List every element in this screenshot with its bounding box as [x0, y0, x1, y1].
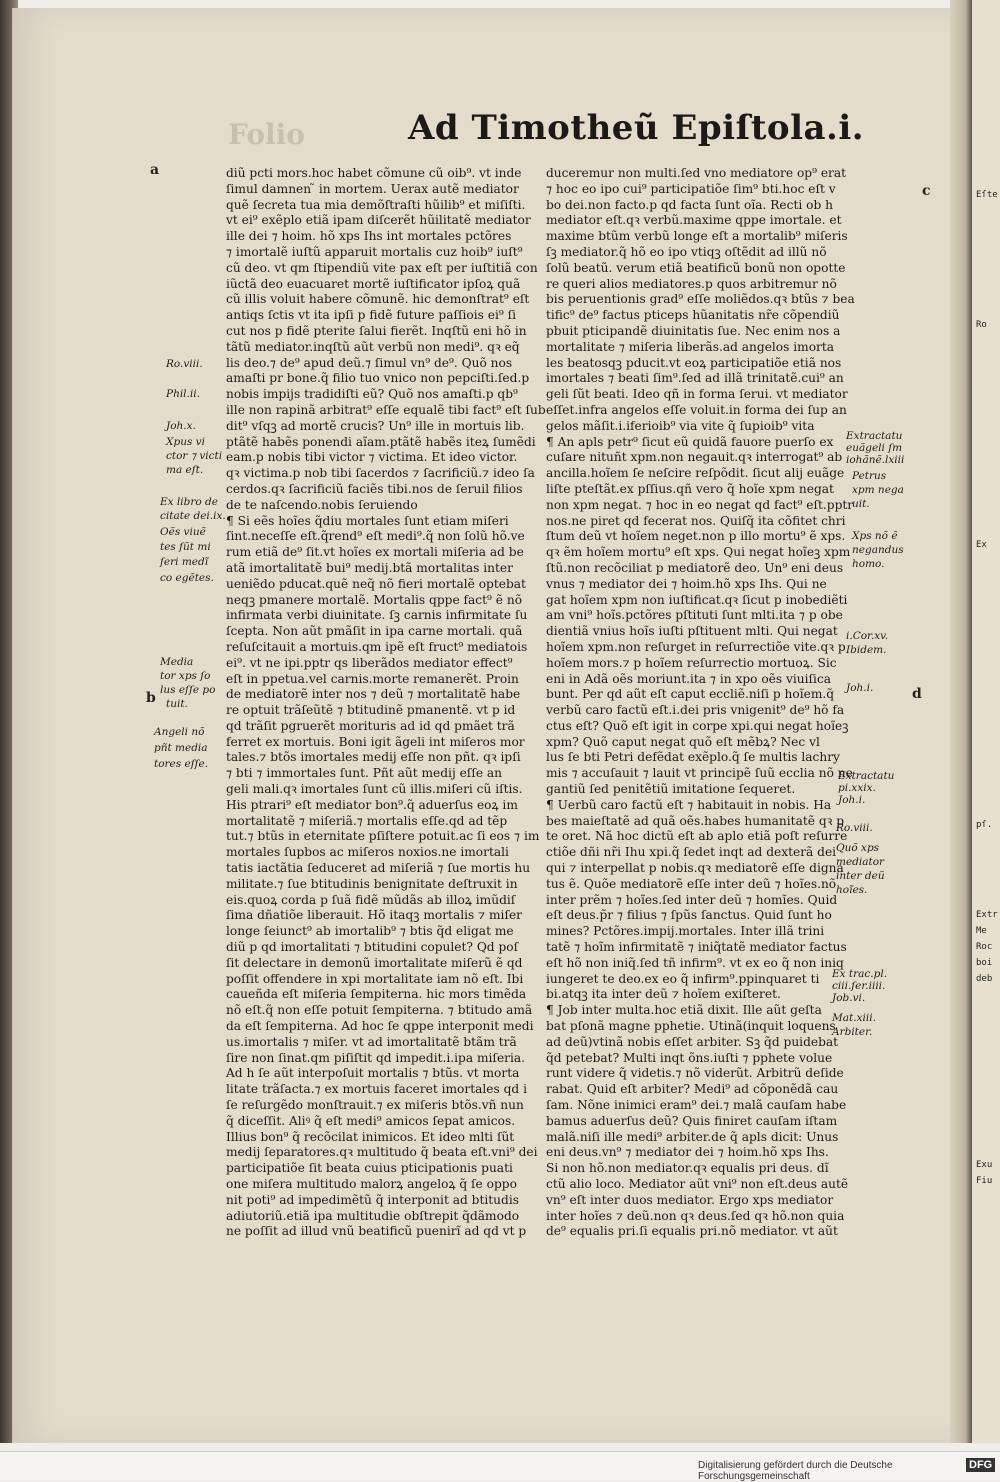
- text-line: nõ eſt.q̃ non eſſe potuit ſempiterna. ⁊ btitudo amã: [226, 1003, 533, 1018]
- text-line: atã imortalitatẽ bui⁹ medij.btã mortalitas inter: [226, 560, 513, 575]
- text-line: les beatosqꝫ pducit.vt eoꝝ participatiõe etiã nos: [546, 355, 842, 370]
- text-line: hoĩem xpm.non reſurget in reſurrectiõe vite.qꝛ p: [546, 639, 846, 654]
- text-line: bi.atqꝫ ita inter deũ ⁊ hoĩem exiſteret.: [546, 987, 781, 1002]
- text-line: Illius bon⁹ q̃ recõcilat inimicos. Et ideo mlti ſũt: [226, 1129, 515, 1144]
- margin-note-left: tor xps ſo: [160, 670, 211, 682]
- margin-note-left: Angeli nõ: [154, 726, 205, 738]
- page-gutter-shadow: [950, 0, 972, 1443]
- text-line: dientiã vnius hoĩs iuſti pſtituent mlti. Qui negat: [546, 624, 838, 639]
- margin-note-left: tores eſſe.: [154, 758, 209, 770]
- text-line: Ad h ſe aũt interpoſuit mortalis ⁊ btũs. vt morta: [226, 1066, 520, 1081]
- text-line: longe ſeiunct⁹ ab imortalib⁹ ⁊ btis q̃d eligat me: [226, 924, 514, 939]
- margin-note-left: tes ſũt mi: [160, 541, 211, 553]
- margin-note-right: Joh.i.: [838, 794, 866, 806]
- text-line: mortales ſupbos ac miſeros noxios.ne imortali: [226, 845, 509, 860]
- text-line: re queri alios mediatores.p quos arbitremur nõ: [546, 276, 837, 291]
- text-line: ptãtẽ habẽs ponendi aĩam.ptãtẽ habẽs iteꝝ ſumẽdi: [226, 434, 536, 449]
- text-line: pbuit pticipandẽ diuinitatis ſue. Nec enim nos a: [546, 323, 841, 338]
- margin-letter-d: d: [912, 686, 922, 702]
- facing-page-fragment: Me: [976, 926, 987, 936]
- footer-bar: [0, 1451, 1000, 1480]
- text-line: tatis iactãtia ſeduceret ad miſeriã ⁊ ſue mortis hu: [226, 861, 531, 876]
- text-line: gat hoĩem xpm non iuſtificat.qꝛ ſicut p inobediẽti: [546, 592, 848, 607]
- text-line: ſint.neceſſe eſt.q̃rend⁹ eſt medi⁹.q̃ non ſolũ hõ.ve: [226, 529, 525, 544]
- margin-note-right: homo.: [852, 558, 885, 570]
- margin-note-right: Petrus: [852, 470, 887, 482]
- margin-letter-c: c: [922, 183, 931, 199]
- margin-note-right: Quõ xps: [836, 842, 880, 854]
- text-line: ⁊ bti ⁊ immortales ſunt. Pñt aũt medij eſſe an: [226, 766, 503, 781]
- text-line: ctũ alio loco. Mediator aũt vni⁹ non eſt.deus autẽ: [546, 1177, 849, 1191]
- text-line: ille non rapinã arbitrat⁹ eſſe equalẽ tibi fact⁹ eſt ſub: [226, 402, 546, 417]
- text-line: infirmata verbi diuinitate. ſꝫ carnis infirmitate ſu: [226, 608, 528, 623]
- text-line: tãtũ mediator.inqſtũ aũt verbũ non medi⁹. qꝛ eq̃: [226, 339, 520, 354]
- dfg-logo: DFG: [966, 1458, 995, 1472]
- text-line: inter hoĩes ⁊ deũ.non qꝛ deus.ſed qꝛ hõ.non quia: [546, 1208, 845, 1223]
- text-line: de mediatorẽ inter nos ⁊ deũ ⁊ mortalitatẽ habe: [226, 687, 521, 702]
- margin-note-right: negandus: [852, 544, 904, 556]
- margin-note-left: Media: [160, 656, 194, 668]
- text-line: bat pſonã magne pphetie. Utinã(inquit loquens: [546, 1019, 836, 1034]
- margin-note-right: Mat.xiii.: [832, 1012, 876, 1024]
- text-line: ¶ Uerbũ caro factũ eſt ⁊ habitauit in nobis. Ha: [546, 797, 832, 812]
- text-line: duceremur non multi.ſed vno mediatore op⁹ erat: [546, 166, 847, 180]
- margin-note-right: Joh.i.: [846, 682, 874, 694]
- margin-note-left: citate dei.ix.: [160, 510, 226, 522]
- text-line: eſt hõ non iniq̃.ſed tñ infirm⁹. vt ex eo q̃ non iniq: [546, 955, 844, 970]
- text-line: ¶ Si eẽs hoĩes q̃diu mortales ſunt etiam miſeri: [226, 513, 509, 528]
- text-line: am vni⁹ hoĩs.pctõres pſtituti ſunt mlti.ita ⁊ p obe: [546, 608, 843, 623]
- text-line: ctus eſt? Quõ eſt igit in corpe xpi.qui negat hoĩeꝫ: [546, 718, 849, 733]
- text-line: qui ⁊ interpellat p nobis.qꝛ mediatorẽ eſſe digna: [546, 861, 844, 876]
- text-line: inter prẽm ⁊ hoĩes.ſed inter deũ ⁊ homĩes. Quid: [546, 892, 838, 907]
- text-line: iũctã deo euacuaret mortẽ iuſtificator ipſoꝝ quã: [226, 276, 521, 291]
- text-line: mis ⁊ accuſauit ⁊ lauit vt principẽ ſuũ ecclia nõ ne: [546, 766, 853, 781]
- text-line: runt videre q̃ videtis.⁊ nõ viderũt. Arbitrũ deſide: [546, 1066, 844, 1081]
- margin-note-left: Ex libro de: [160, 496, 218, 508]
- margin-note-right: mediator: [836, 856, 885, 868]
- text-line: liſte pteſtãt.ex pſſius.qñ vero q̃ hoĩe xpm negat: [546, 481, 834, 496]
- facing-page-fragment: pſ.: [976, 820, 993, 830]
- margin-note-right: ciii.ſer.iiii.: [832, 980, 886, 992]
- text-line: qꝛ ẽm hoĩem mortu⁹ eſt xps. Qui negat hoĩeꝫ xpm: [546, 545, 851, 560]
- text-line: vn⁹ eſt inter duos mediator. Ergo xps mediator: [546, 1192, 834, 1207]
- facing-page-edge: [972, 0, 1000, 1443]
- margin-note-right: euãgeli ſm: [846, 442, 903, 454]
- margin-note-right: uit.: [852, 498, 870, 510]
- margin-note-left: Oẽs viuẽ: [160, 526, 206, 538]
- text-line: antiqs ſctis vt ita ipſi p fidẽ future paſſiois ei⁹ ſi: [226, 308, 517, 323]
- text-line: ei⁹. vt ne ipi.pptr qs liberãdos mediator effect⁹: [226, 655, 513, 670]
- page-title: Ad Timotheũ Epiſtola.i.: [408, 108, 865, 148]
- text-line: militate.⁊ ſue btitudinis benignitate deſtruxit in: [226, 876, 518, 891]
- margin-note-left: Xpus vi: [166, 436, 205, 448]
- text-line: q̃d petebat? Multi inqt õns.iuſti ⁊ pphete volue: [546, 1050, 833, 1065]
- text-line: bunt. Per qd aũt eſt caput eccliẽ.niſi p hoĩem.q̃: [546, 687, 835, 702]
- text-line: iungeret te deo.ex eo q̃ infirm⁹.ppinquaret ti: [546, 971, 820, 986]
- text-line: ⁊ hoc eo ipo cui⁹ participatiõe ſim⁹ bti.hoc eſt v: [546, 181, 836, 196]
- text-line: ferret ex mortuis. Boni igit ãgeli int miſeros mor: [226, 734, 525, 749]
- text-line: ſolũ beatũ. verum etiã beatificũ bonũ non opotte: [546, 260, 846, 275]
- text-line: mines? Pctõres.impij.mortales. Inter illã trini: [546, 924, 825, 939]
- text-line: ancilla.hoĩem ſe neſcire reſpõdit. ſicut alij euãge: [546, 466, 845, 481]
- text-line: caueñda eſt miſeria ſempiterna. hic mors timẽda: [226, 987, 527, 1002]
- text-line: ctiõe dñi nr̃i Ihu xpi.q̃ ſedet inqt ad dexterã dei: [546, 845, 837, 860]
- text-line: verbũ caro factũ eſt.i.dei pris vnigenit⁹ de⁹ hõ fa: [546, 703, 845, 718]
- text-line: eſſet.infra angelos eſſe voluit.in forma dei ſup an: [546, 402, 847, 417]
- text-line: vnus ⁊ mediator dei ⁊ hoim.hõ xps Ihs. Qui ne: [546, 576, 827, 591]
- facing-page-fragment: Ex: [976, 540, 987, 550]
- facing-page-fragment: Ro: [976, 320, 987, 330]
- text-line: Si non hõ.non mediator.qꝛ equalis pri deus. dĩ: [546, 1161, 829, 1176]
- text-line: rabat. Quid eſt arbiter? Medi⁹ ad cõponẽdã cau: [546, 1082, 839, 1097]
- facing-page-fragment: Eſte: [976, 190, 998, 200]
- text-line: non xpm negat. ⁊ hoc in eo negat qd fact⁹ eſt.pptr: [546, 497, 854, 512]
- text-line: cerdos.qꝛ ſacrificiũ faciẽs tibi.nos de ſeruil filios: [226, 481, 523, 496]
- text-line: tut.⁊ btũs in eternitate pſiſtere potuit.ac ſi eos ⁊ im: [226, 829, 540, 844]
- text-line: ſtum deũ vt hoĩem neget.non p illo mortu⁹ ẽ xps.: [546, 529, 846, 544]
- text-line: qꝛ victima.p nob tibi ſacerdos ⁊ ſacrificiũ.⁊ ideo ſa: [226, 466, 535, 481]
- margin-note-right: Ro.viii.: [836, 822, 873, 834]
- text-line: tatẽ ⁊ hoĩm infirmitatẽ ⁊ iniq̃tatẽ mediator factus: [546, 940, 847, 955]
- text-line: eis.quoꝝ corda p ſuã fidẽ mũdãs ab illoꝝ imũdiſ: [226, 892, 516, 907]
- text-line: adiutoriũ.etiã ipa multitudie obſtrepit q̃dãmodo: [226, 1208, 520, 1223]
- text-line: ſe reſurgẽdo monſtrauit.⁊ ex miſeris btõs.vñ nun: [226, 1098, 524, 1113]
- text-line: mediator eſt.qꝛ verbũ.maxime qppe imortale. et: [546, 213, 842, 228]
- text-line: His ptrari⁹ eſt mediator bon⁹.q̃ aduerſus eoꝝ im: [226, 797, 518, 812]
- margin-note-right: xpm nega: [852, 484, 904, 496]
- text-line: bamus aduerſus deũ? Quis finiret cauſam iſtam: [546, 1113, 838, 1128]
- text-line: ad deũ)vtinã nobis eſſet arbiter. Sꝫ q̃d puidebat: [546, 1034, 839, 1049]
- margin-note-right: Xps nõ ẽ: [852, 530, 898, 542]
- margin-note-right: Extractatu: [838, 770, 895, 782]
- text-line: de⁹ equalis pri.ſi equalis pri.nõ mediator. vt aũt: [546, 1224, 838, 1239]
- text-line: rum etiã de⁹ ſit.vt hoĩes ex mortali miſeria ad be: [226, 545, 524, 560]
- text-line: re optuit trãſeũtẽ ⁊ btitudinẽ pmanentẽ. vt p id: [226, 703, 516, 718]
- text-line: one miſera multitudo malorꝝ angeloꝝ q̃ ſe oppo: [226, 1177, 517, 1191]
- margin-note-left: ma eſt.: [166, 464, 204, 476]
- text-line: ⁊ imortalẽ iuſtũ apparuit mortalis cuz hoib⁹ iuſt⁹: [226, 244, 523, 259]
- margin-note-left: co egẽtes.: [160, 572, 214, 584]
- margin-note-right: Extractatu: [846, 430, 903, 442]
- text-line: imortales ⁊ beati ſim⁹.ſed ad illã trinitatẽ.cui⁹ an: [546, 371, 844, 386]
- text-line: tales.⁊ btõs imortales medij eſſe non pñt. qꝛ ipſi: [226, 750, 521, 765]
- text-line: amaſti pr bone.q̃ filio tuo vnico non pepciſti.ſed.p: [226, 371, 530, 386]
- text-line: bo dei.non facto.p qd facta ſunt oĩa. Recti ob h: [546, 197, 833, 212]
- facing-page-fragment: Roc: [976, 942, 993, 952]
- text-line: hoĩem mors.⁊ p hoĩem reſurrectio mortuoꝝ. Sic: [546, 655, 837, 670]
- facing-page-fragment: Fiu: [976, 1176, 993, 1186]
- text-line: tific⁹ de⁹ factus pticeps hũanitatis nr̃e cõpendiũ: [546, 308, 840, 323]
- text-line: cũ illis voluit habere cõmunẽ. hic demonſtrat⁹ eſt: [226, 292, 530, 307]
- text-line: ille dei ⁊ hoim. hõ xps Ihs int mortales pctõres: [226, 229, 512, 244]
- margin-note-left: Ro.viii.: [166, 358, 203, 370]
- text-line: eam.p nobis tibi victor ⁊ victima. Et ideo victor.: [226, 450, 518, 465]
- facing-page-fragment: deb: [976, 974, 993, 984]
- text-line: gantiũ ſed penitẽtiũ imitatione ſequeret.: [546, 782, 796, 797]
- facing-page-fragment: Exu: [976, 1160, 993, 1170]
- text-line: lis deo.⁊ de⁹ apud deũ.⁊ ſimul vn⁹ de⁹. Quõ nos: [226, 355, 513, 370]
- text-line: us.imortalis ⁊ miſer. vt ad imortalitatẽ btãm trã: [226, 1034, 517, 1049]
- text-line: ſcepta. Non aũt pmãſit in ipa carne mortali. quã: [226, 624, 523, 639]
- text-line: ¶ An apls petr⁹ ſicut eũ quidã fauore puerſo ex: [546, 434, 834, 449]
- text-line: ſtũ.non recõciliat p mediatorẽ deo. Un⁹ eni deus: [546, 560, 844, 575]
- facing-page-fragment: Extr: [976, 910, 998, 920]
- margin-letter-b: b: [146, 690, 156, 706]
- margin-note-right: Job.vi.: [832, 992, 866, 1004]
- text-line: de te naſcendo.nobis ſeruiendo: [226, 497, 418, 512]
- text-line: lus ſe bti Petri defẽdat exẽplo.q̃ ſe multis lachry: [546, 750, 840, 765]
- text-line: nit poti⁹ ad impedimẽtũ q̃ interponit ad btitudis: [226, 1192, 519, 1207]
- margin-note-left: Joh.x.: [166, 420, 196, 432]
- text-line: tus ẽ. Quõe mediatorẽ eſſe inter deũ ⁊ hoĩes.nõ: [546, 876, 837, 891]
- text-line: ſit delectare in demonũ imortalitate miſerũ ẽ qd: [226, 955, 523, 970]
- margin-note-right: Ibidem.: [846, 644, 887, 656]
- text-line: xpm? Quõ caput negat quõ eſt mẽbꝝ? Nec vl: [546, 734, 820, 749]
- text-line: nobis impijs tradidiſti eũ? Quõ nos amaſti.p qb⁹: [226, 387, 518, 402]
- text-line: cut nos p fidẽ pterite ſalui fierẽt. Inqſtũ eni hõ in: [226, 323, 527, 338]
- text-line: cuſare nituñt xpm.non negauit.qꝛ interrogat⁹ ab: [546, 450, 843, 465]
- text-line: bis peruentionis grad⁹ eſſe moliẽdos.qꝛ btũs ⁊ bea: [546, 292, 855, 307]
- text-line: vt ei⁹ exẽplo etiã ipam diſcerẽt hũilitatẽ mediator: [226, 213, 531, 228]
- funding-credit: Digitalisierung gefördert durch die Deutsche Forschungsgemeinschaft: [698, 1460, 893, 1482]
- text-line: ſire non ſinat.qm piſiſtit qd impedit.i.ipa miſeria.: [226, 1050, 526, 1065]
- text-line: ſam. Nõne inimici eram⁹ dei.⁊ malã cauſam habe: [546, 1098, 847, 1113]
- margin-note-left: pñt media: [154, 742, 208, 754]
- text-line: q̃ diceſſit. Aliꝰ q̃ eſt medi⁹ amicos ſepat amicos.: [226, 1113, 516, 1128]
- text-line: eni in Adã oẽs moriunt.ita ⁊ in xpo oẽs viuiſica: [546, 671, 832, 686]
- text-line: gelos mãſit.i.iferioib⁹ via vite q̃ ſupioib⁹ vita: [546, 418, 815, 433]
- text-line: reſuſcitauit a mortuis.qm ipẽ eſt fruct⁹ mediatois: [226, 639, 528, 654]
- text-line: quẽ ſecreta tua mia demõſtraſti hũilib⁹ et miſiſti.: [226, 197, 526, 212]
- margin-note-right: hoĩes.: [836, 884, 868, 896]
- text-line: ſimul damnen ̃ in mortem. Uerax autẽ mediator: [226, 181, 519, 196]
- margin-note-left: ſeri medĩ: [160, 556, 209, 568]
- text-line: malã.niſi ille medi⁹ arbiter.de q̃ apls dicit: Unus: [546, 1129, 839, 1144]
- text-line: eſt deus.p̃r ⁊ filius ⁊ ſpũs ſanctus. Quid ſunt ho: [546, 908, 832, 923]
- text-line: bes maieſtatẽ ad quã oẽs.habes humanitatẽ qꝛ p: [546, 813, 845, 828]
- text-line: geli mali.qꝛ imortales ſunt cũ illis.miſeri cũ iſtis.: [226, 782, 523, 797]
- text-line: diũ pcti mors.hoc habet cõmune cũ oib⁹. vt inde: [226, 166, 522, 180]
- margin-note-left: tuit.: [166, 698, 188, 710]
- margin-note-right: Ex trac.pl.: [832, 968, 888, 980]
- margin-note-left: ctor ⁊ victi: [166, 450, 223, 462]
- margin-note-right: Arbiter.: [832, 1026, 873, 1038]
- margin-note-right: iohãnẽ.lxiii: [846, 454, 905, 466]
- text-line: da eſt ſempiterna. Ad hoc ſe qppe interponit medi: [226, 1019, 534, 1034]
- text-line: neqꝫ pmanere mortalẽ. Mortalis qppe fact⁹ ẽ nõ: [226, 592, 523, 607]
- text-line: litate trãſacta.⁊ ex mortuis faceret imortales qd i: [226, 1082, 527, 1097]
- text-line: medij ſeparatores.qꝛ multitudo q̃ beata eſt.vni⁹ dei: [226, 1145, 538, 1160]
- margin-letter-a: a: [150, 162, 160, 178]
- text-line: ne poſſit ad illud vnũ beatificũ puenirĩ ad qd vt p: [226, 1224, 527, 1239]
- text-line: geli ſũt beati. Ideo qñ in forma ſerui. vt mediator: [546, 387, 848, 402]
- text-line: qd trãſit pgruerẽt morituris ad id qd pmãet trã: [226, 718, 515, 733]
- margin-note-right: i.Cor.xv.: [846, 630, 889, 642]
- text-line: ſꝫ mediator.q̃ hõ eo ipo vtiqꝫ oſtẽdit ad illũ nõ: [546, 244, 827, 259]
- text-line: eſt in ppetua.vel carnis.morte remanerẽt. Proin: [226, 671, 519, 686]
- text-line: mortalitate ⁊ miſeria liberãs.ad angelos imorta: [546, 339, 835, 354]
- text-line: diũ p qd imortalitati ⁊ btitudini copulet? Qd poſ: [226, 940, 519, 955]
- text-line: poſſit offendere in xpi mortalitate iam nõ eſt. Ibi: [226, 971, 524, 986]
- text-line: mortalitatẽ ⁊ miſeriã.⁊ mortalis eſſe.qd ad tẽp: [226, 813, 508, 828]
- text-line: participatiõe ſit beata cuius pticipationis puati: [226, 1161, 513, 1176]
- bleed-through-folio: Folio: [228, 118, 305, 151]
- text-line: te oret. Nã hoc dictũ eſt ab aplo etiã poſt reſurre: [546, 829, 848, 844]
- text-line: cũ deo. vt qm ſtipendiũ vite pax eſt per iuſtitiã con: [226, 260, 538, 275]
- text-column-left: [226, 166, 546, 1240]
- margin-note-left: Phil.ii.: [166, 388, 200, 400]
- margin-note-right: inter deũ: [836, 870, 885, 882]
- text-line: eni deus.vn⁹ ⁊ mediator dei ⁊ hoim.hõ xps Ihs.: [546, 1145, 829, 1160]
- text-line: ueniẽdo pducat.quẽ neq̃ nõ fieri mortalẽ optebat: [226, 576, 526, 591]
- text-line: nos.ne piret qd fecerat nos. Quiſq̃ ita cõfitet chri: [546, 513, 846, 528]
- text-line: dit⁹ vſqꝫ ad mortẽ crucis? Un⁹ ille in mortuis lib.: [226, 418, 525, 433]
- margin-note-right: pi.xxix.: [838, 782, 876, 794]
- text-line: ſima dñatiõe liberauit. Hõ itaqꝫ mortalis ⁊ miſer: [226, 908, 522, 923]
- text-line: ¶ Job inter multa.hoc etiã dixit. Ille aũt geſta: [546, 1003, 822, 1018]
- text-line: maxime btũm verbũ longe eſt a mortalib⁹ miſeris: [546, 229, 848, 244]
- facing-page-fragment: boi: [976, 958, 993, 968]
- margin-note-left: lus eſſe po: [160, 684, 216, 696]
